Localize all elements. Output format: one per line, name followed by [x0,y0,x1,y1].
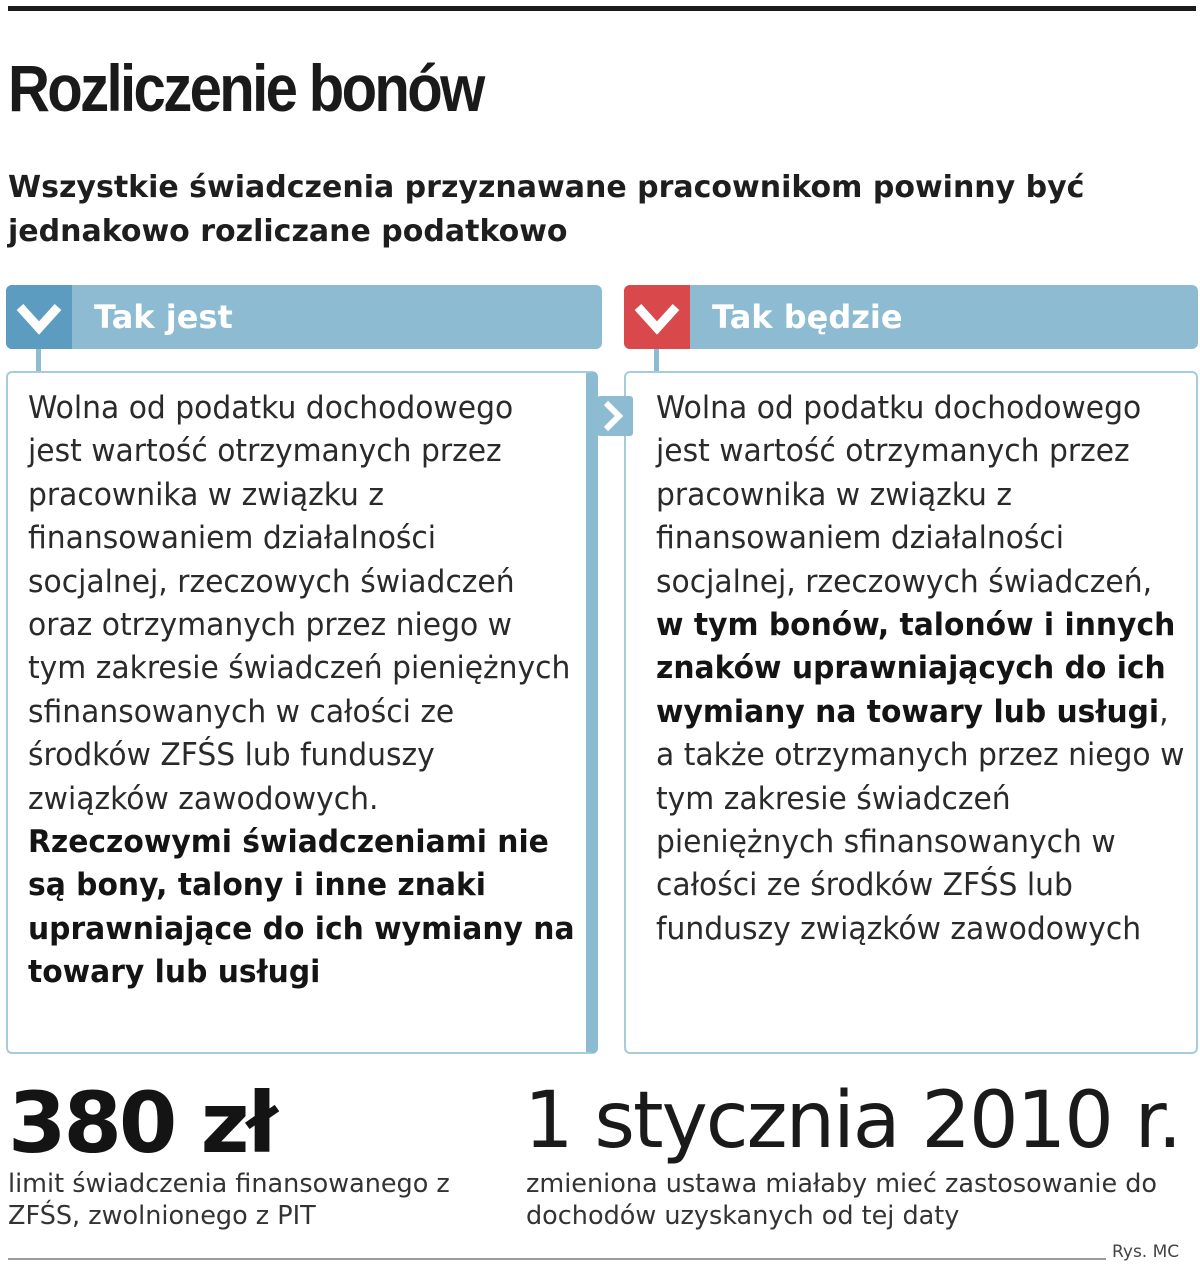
tak-jest-text [28,387,575,995]
tak-jest-label: Tak jest [94,298,233,336]
connector-stem-right [654,349,659,373]
chevron-down-badge [624,285,690,349]
tak-jest-header [6,285,602,349]
bottom-rule [8,1258,1106,1260]
limit-amount: 380 zł [8,1074,275,1172]
chevron-down-badge [6,285,72,349]
tak-bedzie-header [624,285,1198,349]
credit: Rys. MC [1112,1242,1180,1262]
chevron-down-icon [6,285,72,349]
chevron-right-icon [597,396,633,436]
chevron-down-icon [624,285,690,349]
effective-date: 1 stycznia 2010 r. [524,1076,1181,1166]
page-title: Rozliczenie bonów [8,51,483,125]
tak-bedzie-text-part1: Wolna od podatku dochodowego jest wartość otrzymanych przez pracownika w związku z finansowaniem działalności socjalnej, rzeczowych świadczeń, [656,390,1153,600]
tak-jest-text-regular: Wolna od podatku dochodowego jest wartość otrzymanych przez pracownika w związku z finansowaniem działalności socjalnej, rzeczowych świadczeń oraz otrzymanych przez niego w tym zakresie świadczeń pieniężnych sfinansowanych w całości ze środków ZFŚS lub funduszy związków zawodowych. [28,390,571,817]
tak-jest-card [6,371,598,1054]
top-rule [8,6,1196,11]
tak-bedzie-text [656,387,1189,951]
subtitle: Wszystkie świadczenia przyznawane pracownikom powinny być jednakowo rozliczane podatkowo [8,170,1085,249]
tak-bedzie-text-part2: , a także otrzymanych przez niego w tym zakresie świadczeń pieniężnych sfinansowanych w całości ze środków ZFŚS lub funduszy związków zawodowych [656,693,1185,947]
connector-stem-left [36,349,41,373]
tak-jest-text-bold: Rzeczowymi świadczeniami nie są bony, talony i inne znaki uprawniające do ich wymiany na towary lub usługi [28,824,575,991]
tak-bedzie-text-bold: w tym bonów, talonów i innych znaków uprawniających do ich wymiany na towary lub usługi [656,607,1176,730]
limit-caption: limit świadczenia finansowanego z ZFŚS, zwolnionego z PIT [8,1169,450,1231]
tak-bedzie-label: Tak będzie [712,298,903,336]
tak-bedzie-card [624,371,1198,1054]
date-caption: zmieniona ustawa miałaby mieć zastosowanie do dochodów uzyskanych od tej daty [526,1169,1158,1231]
